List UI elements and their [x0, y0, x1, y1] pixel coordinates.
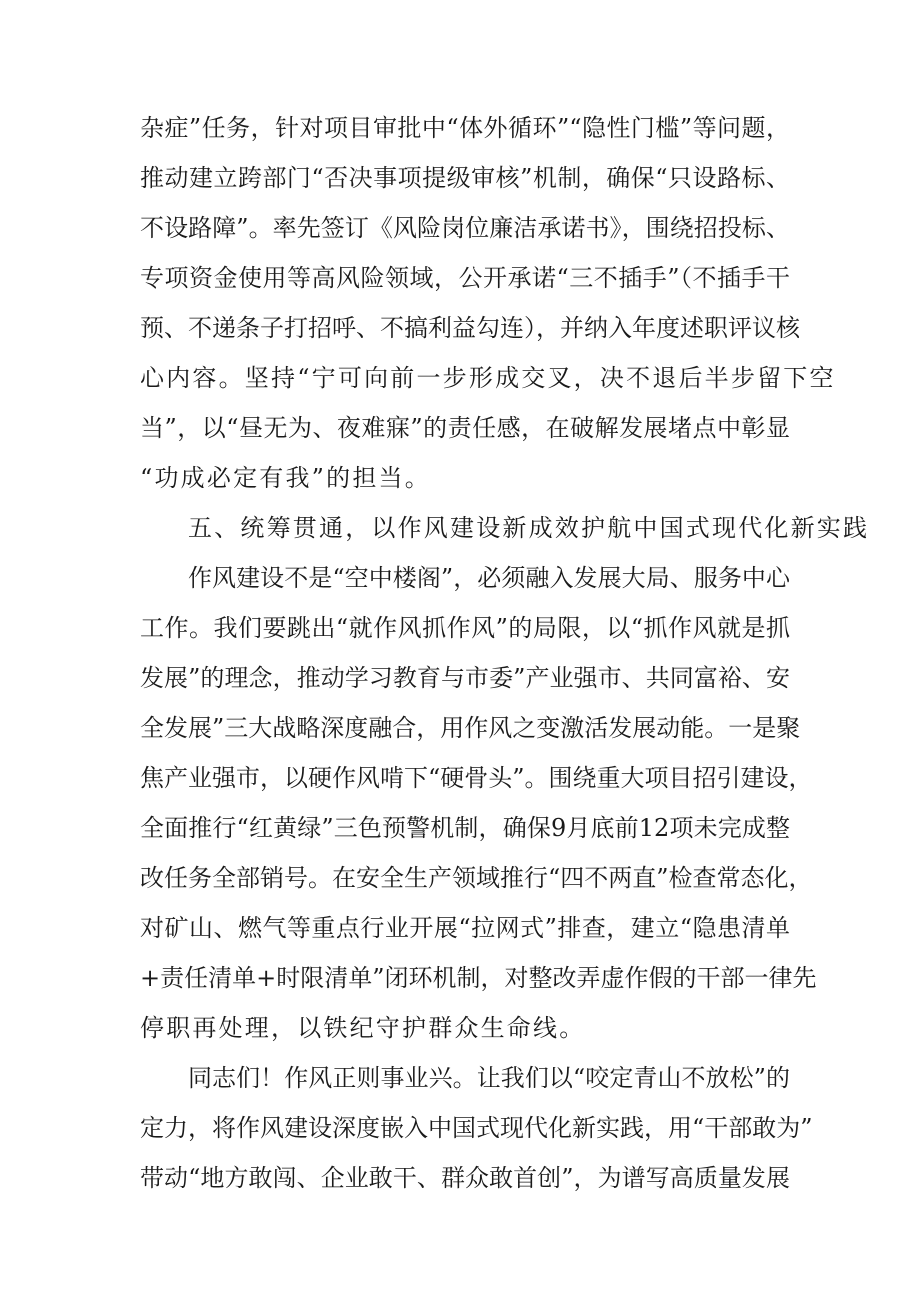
- text-line: 心内容。坚持“宁可向前一步形成交叉，决不退后半步留下空: [140, 364, 836, 392]
- text-line: 定力，将作风建设深度嵌入中国式现代化新实践，用“干部敢为”: [140, 1114, 813, 1142]
- text-line: 工作。我们要跳出“就作风抓作风”的局限，以“抓作风就是抓: [140, 614, 790, 642]
- text-line: +责任清单+时限清单”闭环机制，对整改弄虚作假的干部一律先: [140, 964, 817, 992]
- text-line: 全面推行“红黄绿”三色预警机制，确保9月底前12项未完成整: [140, 814, 790, 842]
- text-line: 带动“地方敢闯、企业敢干、群众敢首创”，为谱写高质量发展: [140, 1164, 790, 1192]
- text-line: 对矿山、燃气等重点行业开展“拉网式”排查，建立“隐患清单: [140, 914, 790, 942]
- section-heading: 五、统筹贯通，以作风建设新成效护航中国式现代化新实践: [188, 514, 870, 542]
- text-line: “功成必定有我”的担当。: [140, 464, 431, 492]
- text-line: 杂症”任务，针对项目审批中“体外循环”“隐性门槛”等问题，: [140, 114, 790, 142]
- text-line: 全发展”三大战略深度融合，用作风之变激活发展动能。一是聚: [140, 714, 801, 742]
- text-line: 推动建立跨部门“否决事项提级审核”机制，确保“只设路标、: [140, 164, 790, 192]
- text-line: 改任务全部销号。在安全生产领域推行“四不两直”检查常态化，: [140, 864, 813, 892]
- text-line: 发展”的理念，推动学习教育与市委”产业强市、共同富裕、安: [140, 664, 790, 692]
- paragraph-first-line: 作风建设不是“空中楼阁”，必须融入发展大局、服务中心: [188, 564, 790, 592]
- paragraph-first-line: 同志们！作风正则事业兴。让我们以“咬定青山不放松”的: [188, 1064, 790, 1092]
- text-line: 预、不递条子打招呼、不搞利益勾连），并纳入年度述职评议核: [140, 314, 800, 342]
- text-line: 当”，以“昼无为、夜难寐”的责任感，在破解发展堵点中彰显: [140, 414, 790, 442]
- text-line: 停职再处理，以铁纪守护群众生命线。: [140, 1014, 586, 1042]
- text-line: 不设路障”。率先签订《风险岗位廉洁承诺书》，围绕招投标、: [140, 214, 790, 242]
- text-line: 焦产业强市，以硬作风啃下“硬骨头”。围绕重大项目招引建设，: [140, 764, 813, 792]
- text-line: 专项资金使用等高风险领域，公开承诺“三不插手”（不插手干: [140, 264, 790, 292]
